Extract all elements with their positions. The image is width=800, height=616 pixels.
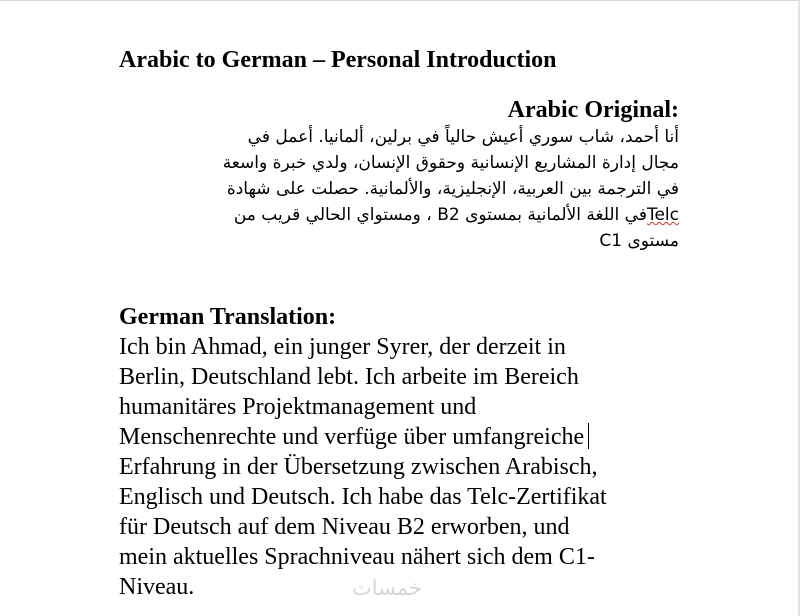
arabic-line: مستوى C1	[599, 231, 679, 251]
german-line: Englisch und Deutsch. Ich habe das Telc-Zertifikat	[119, 484, 607, 510]
german-line: mein aktuelles Sprachniveau nähert sich dem C1-	[119, 544, 595, 570]
arabic-line-with-spelling-flag	[119, 202, 679, 228]
text-cursor	[588, 423, 589, 449]
german-heading: German Translation:	[119, 304, 337, 330]
arabic-line: مجال إدارة المشاريع الإنسانية وحقوق الإنسان، ولدي خبرة واسعة	[222, 153, 679, 173]
german-line-text: Menschenrechte und verfüge über umfangreiche	[119, 424, 585, 450]
document-title: Arabic to German – Personal Introduction	[119, 47, 557, 73]
arabic-heading: Arabic Original:	[507, 97, 679, 123]
german-line: Niveau.	[119, 574, 195, 600]
german-line: Berlin, Deutschland lebt. Ich arbeite im Bereich	[119, 364, 579, 390]
page-top-edge	[0, 0, 800, 1]
spellcheck-flagged-word[interactable]: Telc	[646, 205, 679, 225]
german-paragraph[interactable]	[119, 332, 679, 602]
arabic-line-part: في اللغة الألمانية بمستوى B2	[437, 205, 647, 225]
german-line: Ich bin Ahmad, ein junger Syrer, der derzeit in	[119, 334, 566, 360]
german-section	[119, 302, 679, 602]
arabic-section	[119, 96, 679, 254]
german-line: humanitäres Projektmanagement und	[119, 394, 477, 420]
arabic-paragraph[interactable]	[119, 124, 679, 254]
german-line-with-cursor	[119, 422, 679, 452]
german-line: Erfahrung in der Übersetzung zwischen Arabisch,	[119, 454, 598, 480]
watermark-logo: خمسات	[352, 576, 423, 600]
arabic-line: أنا أحمد، شاب سوري أعيش حالياً في برلين، ألمانيا. أعمل في	[247, 127, 679, 147]
arabic-line-part: ، ومستواي الحالي قريب من	[233, 205, 432, 225]
arabic-line: في الترجمة بين العربية، الإنجليزية، والألمانية. حصلت على شهادة	[226, 179, 679, 199]
german-line: für Deutsch auf dem Niveau B2 erworben, und	[119, 514, 570, 540]
